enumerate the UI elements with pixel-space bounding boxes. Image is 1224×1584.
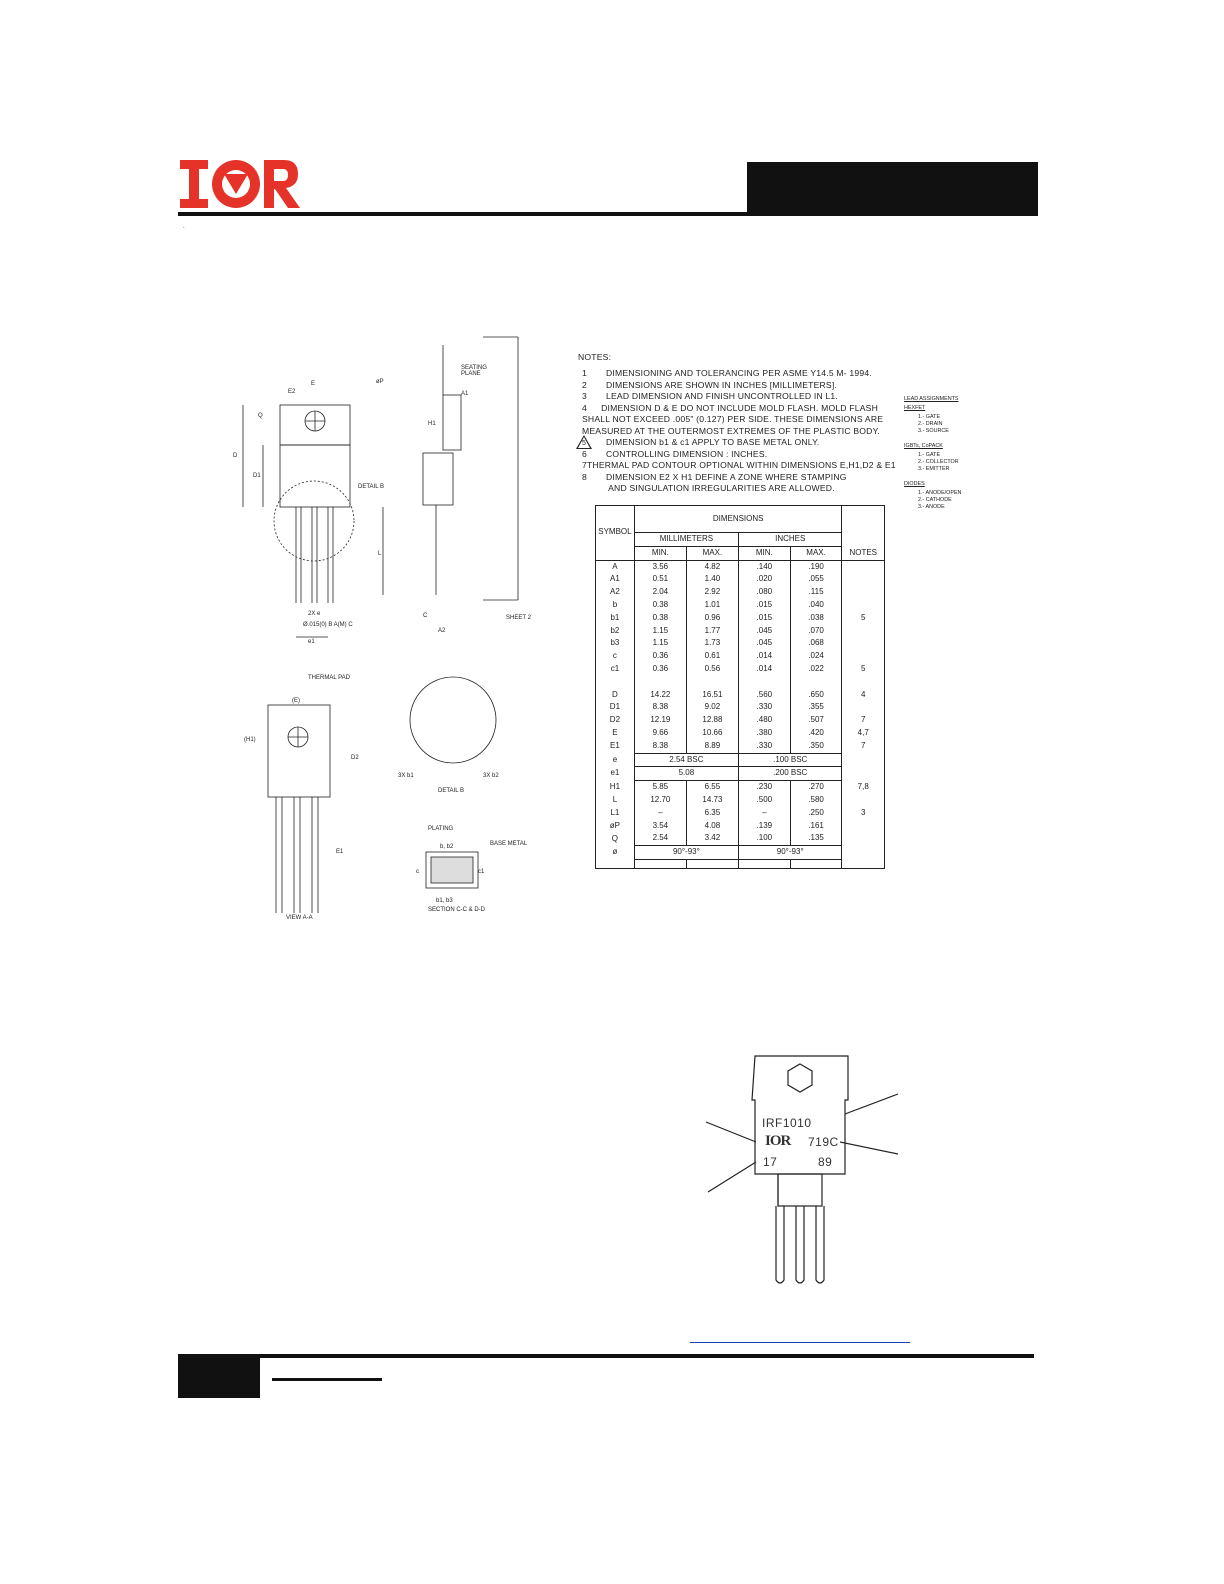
in-min-cell: .480 bbox=[738, 714, 790, 727]
mm-min-cell: 1.15 bbox=[634, 637, 686, 650]
in-max-cell: .420 bbox=[790, 727, 842, 740]
in-max-cell: .580 bbox=[790, 794, 842, 807]
mm-max-cell: 6.55 bbox=[686, 781, 738, 794]
notes-cell: 5 bbox=[842, 612, 885, 625]
symbol-cell: c bbox=[596, 650, 635, 663]
in-angle-cell: 90°-93° bbox=[738, 846, 842, 860]
symbol-cell: A1 bbox=[596, 573, 635, 586]
svg-text:THERMAL PAD: THERMAL PAD bbox=[308, 675, 351, 681]
mm-max-cell: 9.02 bbox=[686, 701, 738, 714]
notes-cell bbox=[842, 767, 885, 781]
in-min-cell: .045 bbox=[738, 637, 790, 650]
in-min-cell: .045 bbox=[738, 625, 790, 638]
svg-text:b, b2: b, b2 bbox=[440, 844, 454, 850]
mm-max-header: MAX. bbox=[686, 546, 738, 560]
notes-cell bbox=[842, 560, 885, 573]
note-row bbox=[578, 426, 878, 438]
empty-cell bbox=[686, 859, 738, 868]
mm-max-cell: 16.51 bbox=[686, 689, 738, 702]
mm-min-cell: 8.38 bbox=[634, 740, 686, 753]
note-number: 1 bbox=[582, 368, 587, 378]
notes-cell bbox=[842, 820, 885, 833]
svg-text:2X e: 2X e bbox=[308, 611, 321, 617]
marking-part-number: IRF1010 bbox=[762, 1116, 812, 1130]
symbol-cell: D bbox=[596, 689, 635, 702]
notes-cell bbox=[842, 753, 885, 767]
mm-min-cell: 2.04 bbox=[634, 586, 686, 599]
svg-text:D1: D1 bbox=[253, 473, 261, 479]
mm-min-cell: 14.22 bbox=[634, 689, 686, 702]
note-text: DIMENSIONING AND TOLERANCING PER ASME Y14.5 M- 1994. bbox=[606, 368, 872, 378]
symbol-cell: e bbox=[596, 753, 635, 767]
notes-cell: 4,7 bbox=[842, 727, 885, 740]
svg-text:VIEW A-A: VIEW A-A bbox=[286, 915, 313, 921]
note-text: DIMENSIONS ARE SHOWN IN INCHES [MILLIMETERS]. bbox=[606, 379, 838, 390]
mounting-hole bbox=[788, 1064, 812, 1092]
in-max-header: MAX. bbox=[790, 546, 842, 560]
table-row bbox=[596, 714, 885, 727]
pointer-part bbox=[845, 1094, 898, 1114]
svg-text:H1: H1 bbox=[428, 421, 436, 427]
in-max-cell: .115 bbox=[790, 586, 842, 599]
mm-max-cell: 3.42 bbox=[686, 832, 738, 845]
part-marking-illustration bbox=[700, 1050, 900, 1290]
table-row bbox=[596, 625, 885, 638]
empty-cell bbox=[634, 859, 686, 868]
in-min-cell: .020 bbox=[738, 573, 790, 586]
mm-min-cell: – bbox=[634, 807, 686, 820]
in-max-cell: .022 bbox=[790, 663, 842, 676]
table-row bbox=[596, 573, 885, 586]
lead-item: 3.- ANODE bbox=[918, 504, 945, 510]
header-rule bbox=[178, 212, 1038, 216]
svg-text:SECTION C-C & D-D: SECTION C-C & D-D bbox=[428, 907, 485, 913]
mm-max-cell: 1.73 bbox=[686, 637, 738, 650]
in-min-cell: .014 bbox=[738, 663, 790, 676]
table-row bbox=[596, 859, 885, 868]
mm-min-cell: 0.38 bbox=[634, 599, 686, 612]
mm-max-cell: 8.89 bbox=[686, 740, 738, 753]
in-bsc-cell: .100 BSC bbox=[738, 753, 842, 767]
symbol-cell: ø bbox=[596, 846, 635, 860]
in-min-cell: .080 bbox=[738, 586, 790, 599]
in-min-cell: .230 bbox=[738, 781, 790, 794]
table-row bbox=[596, 599, 885, 612]
svg-text:BASE METAL: BASE METAL bbox=[490, 841, 528, 847]
lead-item: 2.- DRAIN bbox=[918, 421, 943, 427]
in-min-cell: .500 bbox=[738, 794, 790, 807]
in-max-cell: .350 bbox=[790, 740, 842, 753]
mm-max-cell: 0.56 bbox=[686, 663, 738, 676]
svg-text:b1, b3: b1, b3 bbox=[436, 898, 453, 904]
lead-item: 1.- ANODE/OPEN bbox=[918, 490, 962, 496]
symbol-cell: E1 bbox=[596, 740, 635, 753]
lead-group-title: DIODES bbox=[904, 481, 925, 487]
svg-text:PLANE: PLANE bbox=[461, 371, 481, 377]
pointer-logo bbox=[706, 1122, 756, 1142]
mm-bsc-cell: 2.54 BSC bbox=[634, 753, 738, 767]
mm-max-cell: 1.77 bbox=[686, 625, 738, 638]
svg-text:L: L bbox=[378, 551, 382, 557]
note-row bbox=[578, 483, 878, 495]
symbol-cell: D1 bbox=[596, 701, 635, 714]
empty-cell bbox=[738, 859, 790, 868]
svg-text:DETAIL B: DETAIL B bbox=[358, 484, 385, 490]
table-row bbox=[596, 820, 885, 833]
in-max-cell bbox=[790, 676, 842, 689]
mm-bsc-cell: 5.08 bbox=[634, 767, 738, 781]
in-max-cell: .055 bbox=[790, 573, 842, 586]
note-number: 2 bbox=[582, 379, 587, 390]
symbol-cell bbox=[596, 676, 635, 689]
mm-max-cell: 0.96 bbox=[686, 612, 738, 625]
symbol-cell: A bbox=[596, 560, 635, 573]
in-max-cell: .507 bbox=[790, 714, 842, 727]
symbol-cell: Q bbox=[596, 832, 635, 845]
mm-min-cell: 0.36 bbox=[634, 650, 686, 663]
notes-cell: 7 bbox=[842, 714, 885, 727]
lead-item: 1.- GATE bbox=[918, 414, 941, 420]
in-max-cell: .068 bbox=[790, 637, 842, 650]
table-row bbox=[596, 794, 885, 807]
note-row bbox=[578, 391, 878, 403]
table-row bbox=[596, 781, 885, 794]
in-max-cell: .161 bbox=[790, 820, 842, 833]
mm-max-cell: 4.08 bbox=[686, 820, 738, 833]
in-min-cell: .330 bbox=[738, 740, 790, 753]
in-min-cell: .100 bbox=[738, 832, 790, 845]
mm-max-cell: 6.35 bbox=[686, 807, 738, 820]
footer-rule bbox=[178, 1354, 1034, 1358]
notes-cell bbox=[842, 832, 885, 845]
mm-min-cell: 0.38 bbox=[634, 612, 686, 625]
svg-text:c1: c1 bbox=[478, 869, 485, 875]
symbol-cell: L bbox=[596, 794, 635, 807]
note-row bbox=[578, 460, 896, 472]
note-number bbox=[578, 483, 606, 495]
table-row bbox=[596, 753, 885, 767]
notes-cell: 3 bbox=[842, 807, 885, 820]
in-max-cell: .650 bbox=[790, 689, 842, 702]
marking-date-left: 17 bbox=[763, 1155, 778, 1169]
mm-min-cell: 8.38 bbox=[634, 701, 686, 714]
svg-text:Q: Q bbox=[258, 413, 263, 419]
in-max-cell: .355 bbox=[790, 701, 842, 714]
notes-cell bbox=[842, 586, 885, 599]
lead-item: 3.- EMITTER bbox=[918, 466, 950, 472]
mm-min-cell: 1.15 bbox=[634, 625, 686, 638]
note-text: AND SINGULATION IRREGULARITIES ARE ALLOWED. bbox=[606, 483, 835, 493]
svg-text:DETAIL B: DETAIL B bbox=[438, 788, 465, 794]
in-min-cell bbox=[738, 676, 790, 689]
symbol-cell: e1 bbox=[596, 767, 635, 781]
svg-text:PLATING: PLATING bbox=[428, 826, 454, 832]
lead-assignments bbox=[904, 396, 994, 511]
svg-text:D2: D2 bbox=[351, 755, 359, 761]
empty-cell bbox=[842, 859, 885, 868]
mm-min-header: MIN. bbox=[634, 546, 686, 560]
svg-text:e1: e1 bbox=[308, 639, 315, 645]
mm-max-cell: 2.92 bbox=[686, 586, 738, 599]
in-min-cell: .330 bbox=[738, 701, 790, 714]
notes-cell: 5 bbox=[842, 663, 885, 676]
in-header: INCHES bbox=[738, 533, 842, 547]
notes-title: NOTES: bbox=[578, 352, 612, 362]
note-text: DIMENSION b1 & c1 APPLY TO BASE METAL ONLY. bbox=[606, 437, 820, 447]
note-row bbox=[578, 380, 878, 392]
mm-max-cell: 10.66 bbox=[686, 727, 738, 740]
svg-text:Ø.015(0) B A(M) C: Ø.015(0) B A(M) C bbox=[303, 622, 353, 628]
mm-max-cell: 14.73 bbox=[686, 794, 738, 807]
notes-cell bbox=[842, 794, 885, 807]
note-row bbox=[578, 368, 878, 380]
notes-cell: 7,8 bbox=[842, 781, 885, 794]
in-min-cell: .560 bbox=[738, 689, 790, 702]
table-row bbox=[596, 560, 885, 573]
in-max-cell: .135 bbox=[790, 832, 842, 845]
lead-item: 1.- GATE bbox=[918, 452, 941, 458]
in-max-cell: .190 bbox=[790, 560, 842, 573]
empty-cell bbox=[790, 859, 842, 868]
note-number: 5 bbox=[578, 437, 606, 449]
in-min-cell: – bbox=[738, 807, 790, 820]
mm-header: MILLIMETERS bbox=[634, 533, 738, 547]
note-text: CONTROLLING DIMENSION : INCHES. bbox=[606, 448, 768, 459]
in-min-cell: .140 bbox=[738, 560, 790, 573]
symbol-cell: b3 bbox=[596, 637, 635, 650]
notes-cell bbox=[842, 573, 885, 586]
table-row bbox=[596, 676, 885, 689]
table-row bbox=[596, 767, 885, 781]
svg-text:c: c bbox=[416, 869, 419, 875]
footer-black-box bbox=[178, 1358, 260, 1398]
mm-min-cell: 12.19 bbox=[634, 714, 686, 727]
note-number bbox=[578, 414, 582, 426]
symbol-cell: H1 bbox=[596, 781, 635, 794]
table-row bbox=[596, 650, 885, 663]
in-max-cell: .250 bbox=[790, 807, 842, 820]
symbol-header: SYMBOL bbox=[596, 506, 635, 561]
note-text: LEAD DIMENSION AND FINISH UNCONTROLLED IN L1. bbox=[606, 391, 839, 401]
footer-link-underline[interactable] bbox=[690, 1342, 910, 1343]
in-max-cell: .038 bbox=[790, 612, 842, 625]
svg-text:A2: A2 bbox=[438, 628, 446, 634]
svg-text:(E): (E) bbox=[292, 698, 300, 704]
notes-cell bbox=[842, 676, 885, 689]
notes-cell bbox=[842, 625, 885, 638]
mm-min-cell: 0.51 bbox=[634, 573, 686, 586]
note-text: SHALL NOT EXCEED .005" (0.127) PER SIDE. THESE DIMENSIONS ARE bbox=[582, 414, 884, 424]
in-min-cell: .015 bbox=[738, 612, 790, 625]
mm-angle-cell: 90°-93° bbox=[634, 846, 738, 860]
mm-min-cell: 12.70 bbox=[634, 794, 686, 807]
symbol-cell: b1 bbox=[596, 612, 635, 625]
lead-assignments-title: LEAD ASSIGNMENTS bbox=[904, 396, 959, 402]
symbol-cell: b2 bbox=[596, 625, 635, 638]
mm-min-cell: 0.36 bbox=[634, 663, 686, 676]
header-black-box bbox=[747, 162, 1038, 216]
pointer-code bbox=[840, 1142, 898, 1154]
symbol-cell: b bbox=[596, 599, 635, 612]
note-number: 8 bbox=[582, 471, 587, 482]
in-max-cell: .040 bbox=[790, 599, 842, 612]
table-row bbox=[596, 807, 885, 820]
note-row bbox=[578, 449, 878, 461]
company-logo bbox=[178, 158, 302, 212]
svg-text:SHEET 2: SHEET 2 bbox=[506, 615, 531, 621]
in-min-cell: .139 bbox=[738, 820, 790, 833]
in-max-cell: .270 bbox=[790, 781, 842, 794]
note-row bbox=[578, 414, 884, 426]
mm-min-cell bbox=[634, 676, 686, 689]
marking-logo: IOR bbox=[765, 1133, 791, 1149]
table-row bbox=[596, 740, 885, 753]
empty-cell bbox=[596, 859, 635, 868]
lead-item: 2.- COLLECTOR bbox=[918, 459, 959, 465]
mm-min-cell: 3.54 bbox=[634, 820, 686, 833]
svg-text:øP: øP bbox=[376, 379, 384, 385]
note-number: 3 bbox=[582, 391, 587, 401]
svg-text:E2: E2 bbox=[288, 389, 296, 395]
note-number: 7 bbox=[582, 460, 587, 470]
notes-cell bbox=[842, 637, 885, 650]
lead-group-title: HEXFET bbox=[904, 405, 926, 411]
notes-cell: 4 bbox=[842, 689, 885, 702]
symbol-cell: L1 bbox=[596, 807, 635, 820]
note-row bbox=[578, 403, 878, 415]
table-row bbox=[596, 689, 885, 702]
notes-cell bbox=[842, 599, 885, 612]
symbol-cell: D2 bbox=[596, 714, 635, 727]
notes-cell: 7 bbox=[842, 740, 885, 753]
mm-max-cell: 12.88 bbox=[686, 714, 738, 727]
mm-max-cell: 4.82 bbox=[686, 560, 738, 573]
notes-header: NOTES bbox=[842, 506, 885, 561]
mm-max-cell: 1.01 bbox=[686, 599, 738, 612]
in-min-cell: .015 bbox=[738, 599, 790, 612]
package-outline-drawing bbox=[228, 325, 531, 935]
notes-cell bbox=[842, 650, 885, 663]
footer-underline bbox=[272, 1378, 382, 1381]
body-outline bbox=[280, 445, 350, 507]
symbol-cell: øP bbox=[596, 820, 635, 833]
svg-text:3X b2: 3X b2 bbox=[483, 773, 499, 779]
pointer-date bbox=[708, 1162, 756, 1192]
mm-min-cell: 9.66 bbox=[634, 727, 686, 740]
header-dot: . bbox=[183, 224, 185, 230]
note-row bbox=[578, 437, 878, 449]
notes-cell bbox=[842, 846, 885, 860]
table-row bbox=[596, 846, 885, 860]
marking-assembly-code: 719C bbox=[808, 1135, 839, 1149]
svg-text:D: D bbox=[233, 453, 238, 459]
lead-item: 3.- SOURCE bbox=[918, 428, 949, 434]
mm-max-cell bbox=[686, 676, 738, 689]
table-row bbox=[596, 832, 885, 845]
notes-block bbox=[578, 352, 896, 495]
dimensions-header: DIMENSIONS bbox=[634, 506, 842, 533]
marking-date-right: 89 bbox=[818, 1155, 833, 1169]
note-text: THERMAL PAD CONTOUR OPTIONAL WITHIN DIMENSIONS E,H1,D2 & E1 bbox=[586, 460, 896, 470]
in-max-cell: .024 bbox=[790, 650, 842, 663]
note-text: DIMENSION D & E DO NOT INCLUDE MOLD FLASH. MOLD FLASH bbox=[601, 402, 878, 413]
mm-min-cell: 5.85 bbox=[634, 781, 686, 794]
svg-text:SEATING: SEATING bbox=[461, 365, 487, 371]
symbol-cell: c1 bbox=[596, 663, 635, 676]
note-text: MEASURED AT THE OUTERMOST EXTREMES OF THE PLASTIC BODY. bbox=[582, 425, 880, 436]
in-min-header: MIN. bbox=[738, 546, 790, 560]
mm-min-cell: 2.54 bbox=[634, 832, 686, 845]
table-row bbox=[596, 637, 885, 650]
in-min-cell: .380 bbox=[738, 727, 790, 740]
in-min-cell: .014 bbox=[738, 650, 790, 663]
svg-text:A1: A1 bbox=[461, 391, 469, 397]
svg-text:C: C bbox=[423, 613, 428, 619]
notes-cell bbox=[842, 701, 885, 714]
dim-label-E: E bbox=[311, 381, 316, 387]
dimensions-table bbox=[595, 505, 885, 869]
note-row bbox=[578, 472, 878, 484]
note-number: 6 bbox=[582, 448, 587, 459]
table-row bbox=[596, 727, 885, 740]
symbol-cell: A2 bbox=[596, 586, 635, 599]
lead-group-title: IGBTs, CoPACK bbox=[904, 443, 943, 449]
in-max-cell: .070 bbox=[790, 625, 842, 638]
table-row bbox=[596, 612, 885, 625]
note-text: DIMENSION E2 X H1 DEFINE A ZONE WHERE STAMPING bbox=[606, 471, 847, 482]
table-row bbox=[596, 586, 885, 599]
mm-min-cell: 3.56 bbox=[634, 560, 686, 573]
svg-text:3X b1: 3X b1 bbox=[398, 773, 414, 779]
table-row bbox=[596, 701, 885, 714]
mm-max-cell: 0.61 bbox=[686, 650, 738, 663]
symbol-cell: E bbox=[596, 727, 635, 740]
table-row bbox=[596, 663, 885, 676]
svg-text:E1: E1 bbox=[336, 849, 344, 855]
note-number: 4 bbox=[582, 402, 587, 413]
lead-item: 2.- CATHODE bbox=[918, 497, 952, 503]
in-bsc-cell: .200 BSC bbox=[738, 767, 842, 781]
svg-text:(H1): (H1) bbox=[244, 737, 256, 743]
mm-max-cell: 1.40 bbox=[686, 573, 738, 586]
